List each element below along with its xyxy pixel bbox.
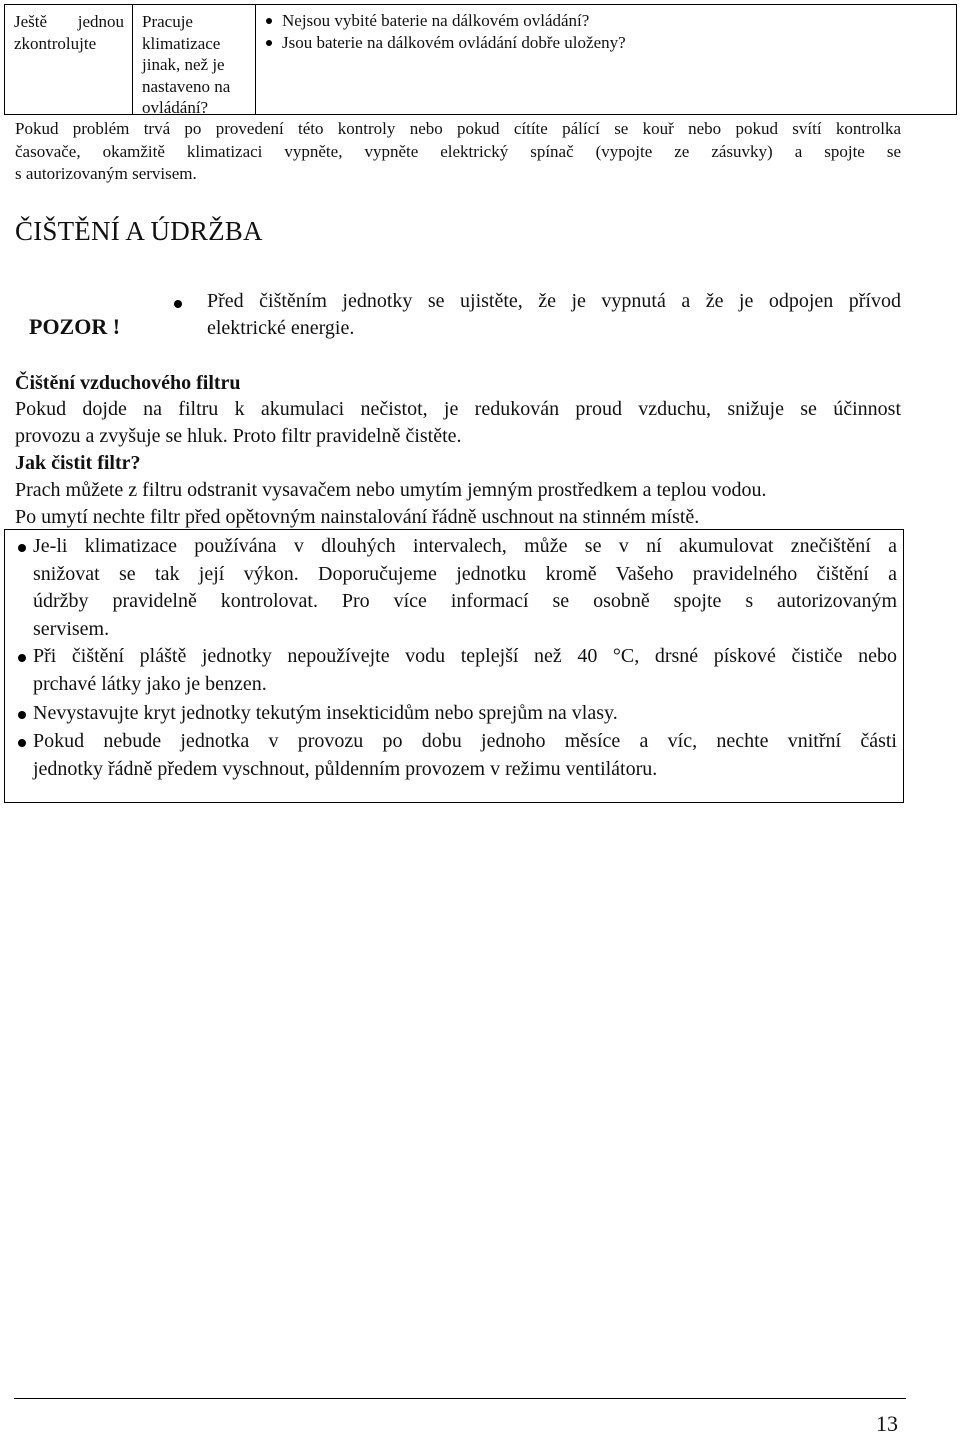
checks-list [256,5,956,53]
note-text [33,643,897,698]
note-line: jednotky řádně předem vyschnout, půldenním provozem v režimu ventilátoru. [33,757,658,780]
note-line: snižovat se tak její výkon. Doporučujeme jednotku kromě Vašeho pravidelného čištění a [33,562,897,585]
table-cell-question-line: nastaveno na [142,76,231,96]
note-line: údržby pravidelně kontrolovat. Pro více informací se osobně spojte s autorizovaným [33,590,897,612]
pozor-text-line: Před čištěním jednotky se ujistěte, že je vypnutá a že je odpojen přívod [207,290,901,312]
pozor-text-line: elektrické energie. [207,317,355,339]
table-cell-action-line: Ještě jednou [14,12,124,31]
note-text [33,728,897,783]
filter-question: Jak čistit filtr? [15,452,141,474]
table-cell-question-line: Pracuje [142,12,193,31]
paragraph-line: Pokud dojde na filtru k akumulaci nečistot, je redukován proud vzduchu, snižuje se účinnost [15,398,901,420]
table-cell-question [133,5,256,117]
section-title: ČIŠTĚNÍ A ÚDRŽBA [15,216,263,246]
filter-intro [15,396,901,449]
note-line: Je-li klimatizace používána v dlouhých intervalech, může se v ní akumulovat znečištění a [33,535,897,557]
paragraph-line: Pokud problém trvá po provedení této kontroly nebo pokud cítíte pálící se kouř nebo pokud svítí kontrolka [15,119,901,138]
table-cell-question-line: ovládání? [142,98,209,117]
bullet-icon [18,739,26,747]
note-line: prchavé látky jako je benzen. [33,672,267,695]
footer-divider [14,1398,906,1399]
bullet-icon [18,711,26,719]
filter-instructions [15,477,901,530]
table-cell-checks [256,5,956,114]
paragraph-line: Po umytí nechte filtr před opětovným nainstalování řádně uschnout na stinném místě. [15,505,700,528]
check-item: Jsou baterie na dálkovém ovládání dobře uloženy? [256,32,956,54]
bullet-icon [18,544,26,552]
troubleshooting-table [4,4,957,115]
note-text [33,700,897,728]
pozor-label: POZOR ! [29,314,121,339]
note-line: Pokud nebude jednotka v provozu po dobu jednoho měsíce a víc, nechte vnitřní části [33,730,897,752]
filter-heading: Čištění vzduchového filtru [15,372,241,394]
table-cell-question-line: klimatizace [142,33,221,53]
paragraph-line: provozu a zvyšuje se hluk. Proto filtr pravidelně čistěte. [15,424,462,447]
paragraph-line: s autorizovaným servisem. [15,164,197,183]
note-line: servisem. [33,617,110,640]
note-line: Při čištění pláště jednotky nepoužívejte vodu teplejší než 40 °C, drsné pískové čističe nebo [33,645,897,667]
warning-paragraph [15,118,901,186]
check-item: Nejsou vybité baterie na dálkovém ovládání? [256,10,956,32]
table-cell-action-line: zkontrolujte [14,33,97,53]
page-number: 13 [876,1411,898,1436]
notes-box [4,529,904,803]
pozor-text [207,288,901,342]
table-cell-question-line: jinak, než je [142,55,225,74]
bullet-icon [174,300,182,308]
table-cell-action [5,5,133,114]
note-line: Nevystavujte kryt jednotky tekutým insekticidům nebo sprejům na vlasy. [33,702,618,724]
paragraph-line: Prach můžete z filtru odstranit vysavačem nebo umytím jemným prostředkem a teplou vodou. [15,479,767,501]
note-text [33,533,897,643]
bullet-icon [18,654,26,662]
paragraph-line: časovače, okamžitě klimatizaci vypněte, vypněte elektrický spínač (vypojte ze zásuvky) a spojte se [15,141,901,161]
